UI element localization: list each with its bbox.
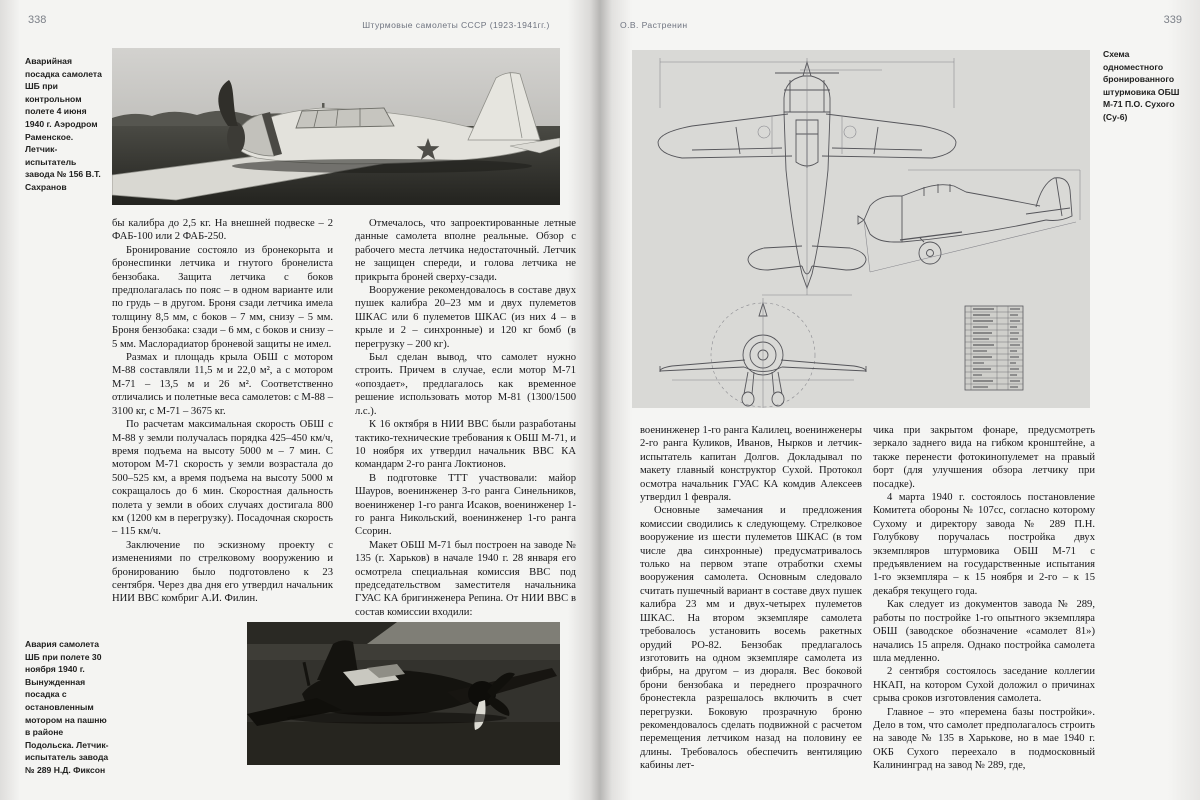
body-paragraph: Отмечалось, что запроектированные летные данные самолета вполне реальные. Обзор с рабочего места летчика недостаточный. Летчик не защищен спереди, и голова летчика не прикрыта броней сверху-сзади. [355,218,576,283]
photo-caption-top: Аварийная посадка самолета ШБ при контрольном полете 4 июня 1940 г. Аэродром Раменское. Летчик-испытатель завода № 156 В.Т. Сахранов [25,56,102,192]
body-paragraph: Основные замечания и предложения комиссии сводились к следующему. Стрелковое вооружение из шести пулеметов ШКАС (в том числе два синхронные) предусматривалось только на первом этапе отработки схемы вооружения самолета. Основным следовало считать пушечный вариант в составе двух пушек калибра 23 мм и двух-четырех пулеметов ШКАС. На втором экземпляре самолета требовалось установить восемь ракетных орудий РО-82. Бензобак предлагалось изготовить на одном экземпляре самолета из фибры, на другом – из дюраля. Вес боковой брони бензобака и переднего прозрачного бронестекла разрешалось включить в счет перегрузки. Боковую прозрачную броню рекомендовалось сделать подвижной с расчетом перемещения летчиком назад на половину ее длины. Требовалось обеспечить вентиляцию кабины лет- [640,505,862,772]
left-page-column-2 [355,217,576,619]
running-head-right: О.В. Растренин [620,20,688,30]
photo-crash-landing-illustration [112,48,560,205]
page-number-right: 339 [1163,14,1182,26]
body-paragraph: Размах и площадь крыла ОБШ с мотором М-88 составляли 11,5 м и 22,0 м², а с мотором М-71 – 13,5 м и 26 м². Соответственно отличались и полетные веса самолетов: с М-88 – 3100 кг, с М-71 – 3675 кг. [112,352,333,417]
body-paragraph: По расчетам максимальная скорость ОБШ с М-88 у земли получалась порядка 425–450 км/ч, время подъема на высоту 5000 м – 7 мин. С мотором М-71 скорость у земли возрастала до 500–525 км, а время подъема на высоту 5000 м сокращалось до 6 мин. Скоростная дальность полета у земли в обоих случаях достигала 800 км (1200 км в перегрузку). Посадочная скорость – 115 км/ч. [112,419,333,538]
left-page-column-1 [112,217,333,606]
schematic-spec-table [965,306,1023,390]
body-paragraph: военинженер 1-го ранга Калилец, военинженеры 2-го ранга Куликов, Иванов, Нырков и летчик-испытатель капитан Долгов. Докладывал по макету главный конструктор Сухой. Протокол осмотра начальник ГУАС КА комдив Алексеев утвердил 1 февраля. [640,425,862,504]
body-paragraph: Главное – это «перемена базы постройки». Дело в том, что самолет предполагалось строить на заводе № 135 в Харькове, но в мае 1940 г. ОКБ Сухого переехало в подмосковный Калининград на завод № 289, где, [873,706,1095,772]
photo-forced-landing-illustration [247,622,560,765]
body-paragraph: Вооружение рекомендовалось в составе двух пушек калибра 20–23 мм и двух пулеметов ШКАС или 6 пулеметов ШКАС (из них 4 – в крыле и 2 – синхронные) и 120 кг бомб (в перегрузку – 200 кг). [355,285,576,350]
body-paragraph: Заключение по эскизному проекту с изменениями по стрелковому вооружению и бронированию было подготовлено к 23 сентября. Через два дня его утвердил начальник НИИ ВВС комбриг А.И. Филин. [112,539,333,605]
body-paragraph: К 16 октября в НИИ ВВС были разработаны тактико-технические требования к ОБШ М-71, и 10 ноября их утвердил начальник ВВС КА командарм 2-го ранга Локтионов. [355,419,576,471]
body-paragraph: 4 марта 1940 г. состоялось постановление Комитета обороны № 107сс, согласно которому Сухому и директору завода № 289 П.Н. Голубкову поручалась постройка двух экземпляров штурмовика ОБШ М-71 с предъявлением на государственные испытания 1-го экземпляра – к 15 ноября и 2-го – к 15 декабря текущего года. [873,492,1095,597]
photo-forced-landing-shb [247,622,560,765]
photo-caption-bottom: Авария самолета ШБ при полете 30 ноября 1940 г. Вынужденная посадка с остановленным мотором на пашню в районе Подольска. Летчик-испытатель завода № 289 Н.Д. Фиксон [25,639,109,775]
schematic-caption: Схема одноместного бронированного штурмовика ОБШ М-71 П.О. Сухого (Су-6) [1103,49,1180,122]
right-page-column-1 [640,424,862,773]
body-paragraph: чика при закрытом фонаре, предусмотреть зеркало заднего вида на гибком кронштейне, а также перенести фотокинопулемет на правый борт (для улучшения обзора летчику при посадке). [873,425,1095,490]
body-paragraph: 2 сентября состоялось заседание коллегии НКАП, на котором Сухой доложил о причинах срыва сроков изготовления самолета. [873,666,1095,705]
body-paragraph: В подготовке ТТТ участвовали: майор Шауров, военинженер 3-го ранга Синельников, военинженер 1-го ранга Исаков, военинженер 1-го ранга Никольский, военинженер 1-го ранга Ссорин. [355,472,576,538]
aircraft-three-view-schematic [632,50,1090,408]
running-head-left: Штурмовые самолеты СССР (1923-1941гг.) [362,20,550,30]
body-paragraph: Макет ОБШ М-71 был построен на заводе № 135 (г. Харьков) в начале 1940 г. 28 января его осмотрела специальная комиссия ВВС под председательством заместителя начальника ГУАС КА бригинженера Репина. От НИИ ВВС в состав комиссии входили: [355,539,576,618]
body-paragraph: Бронирование состояло из бронекорыта и бронеспинки летчика и гнутого бронелиста бензобака. Защита летчика с боков предполагалась по пояс – в одном варианте или по грудь – в другом. Броня сзади летчика имела толщину 8,5 мм, с боков – 7 мм, снизу – 5 мм. Броня бензобака: сзади – 6 мм, с боков и снизу – 5 мм. Маслорадиатор броневой защиты не имел. [112,244,333,350]
body-paragraph: бы калибра до 2,5 кг. На внешней подвеске – 2 ФАБ-100 или 2 ФАБ-250. [112,218,333,243]
body-paragraph: Был сделан вывод, что самолет нужно строить. Причем в случае, если мотор М-71 «опоздает», предлагалось как временное решение использовать мотор М-81 (1300/1500 л.с.). [355,352,576,417]
page-number-left: 338 [28,14,47,26]
photo-crash-landing-shb [112,48,560,205]
body-paragraph: Как следует из документов завода № 289, работы по постройке 1-го опытного экземпляра ОБШ (заводское обозначение «самолет 81») начались 15 апреля. Однако постройка самолета шла медленно. [873,599,1095,664]
right-page-column-2 [873,424,1095,773]
aircraft-schematic-drawing [632,50,1090,408]
